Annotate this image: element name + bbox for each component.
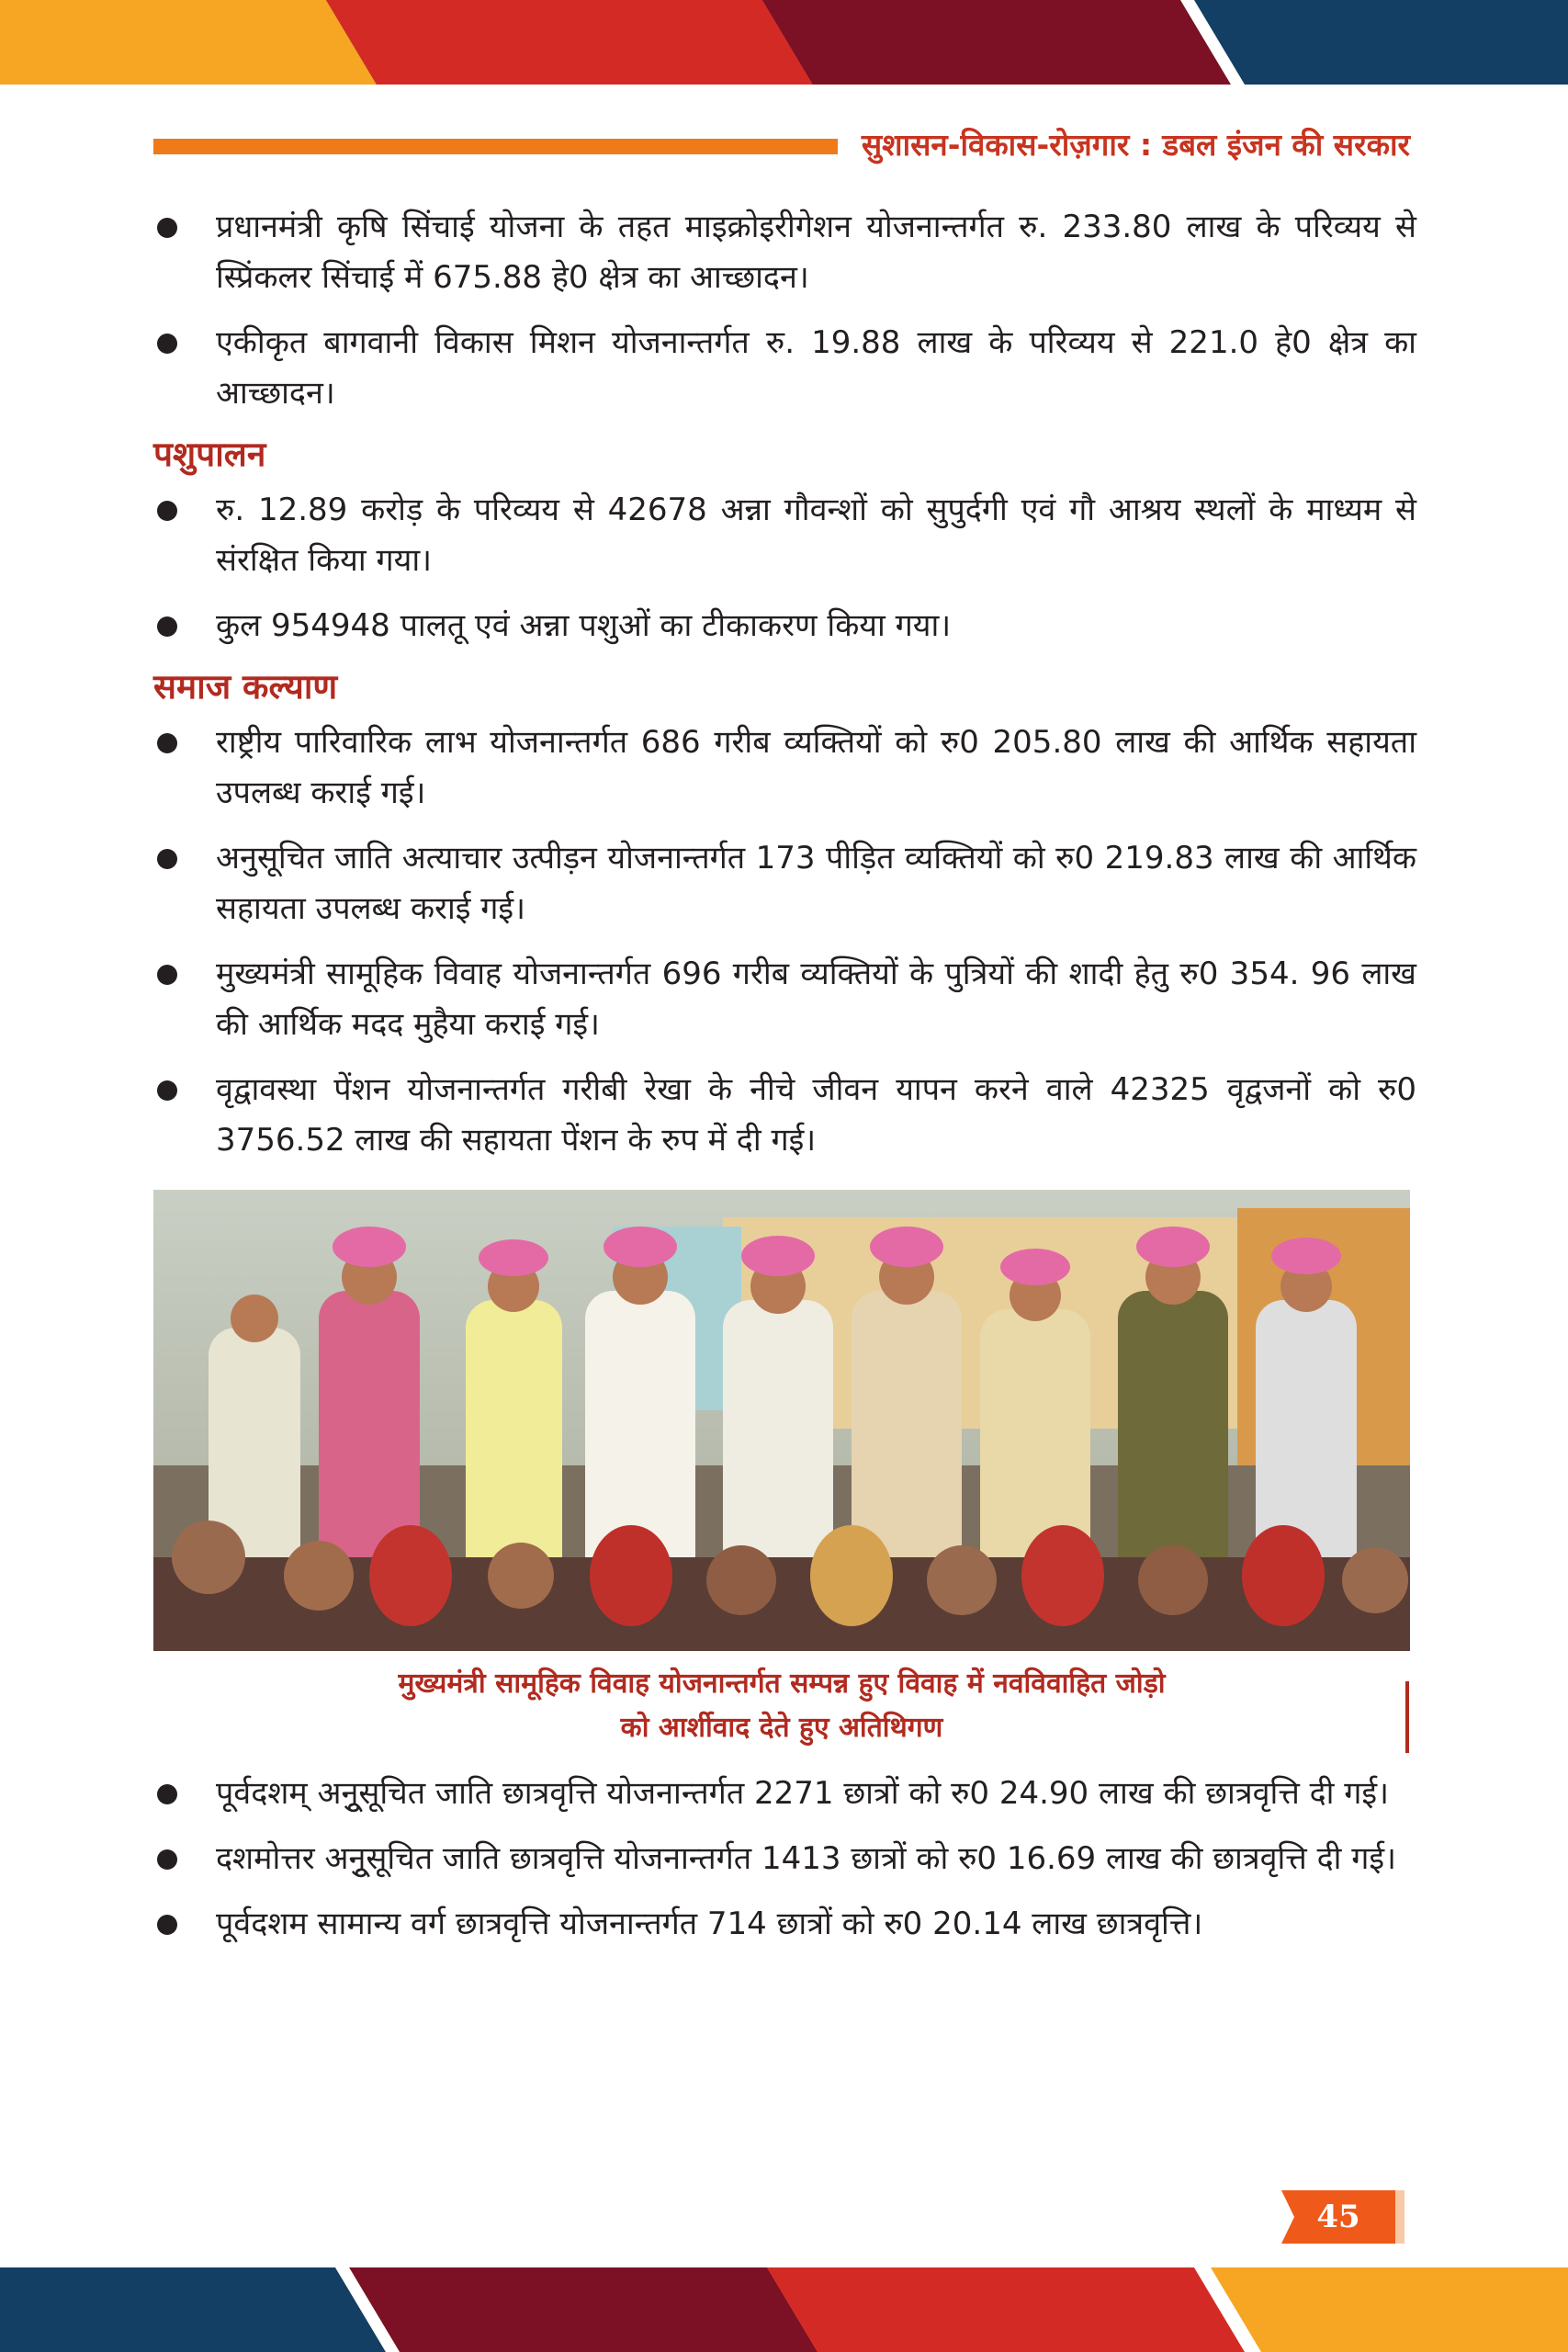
list-item: राष्ट्रीय पारिवारिक लाभ योजनान्तर्गत 686 गरीब व्यक्तियों को रु0 205.80 लाख की आर्थिक सहायता उपलब्ध कराई गई। bbox=[153, 718, 1416, 819]
list-item: पूर्वदशम् अनूुसूचित जाति छात्रवृत्ति योजनान्तर्गत 2271 छात्रों को रु0 24.90 लाख की छात्रवृत्ति दी गई। bbox=[153, 1769, 1416, 1819]
bullet-icon bbox=[157, 1915, 177, 1935]
list-item: अनुसूचित जाति अत्याचार उत्पीड़न योजनान्तर्गत 173 पीड़ित व्यक्तियों को रु0 219.83 लाख की आर्थिक सहायता उपलब्ध कराई गई। bbox=[153, 833, 1416, 934]
bullet-icon bbox=[157, 616, 177, 637]
list-item: रु. 12.89 करोड़ के परिव्यय से 42678 अन्ना गौवन्शों को सुपुर्दगी एवं गौ आश्रय स्थलों के माध्यम से संरक्षित किया गया। bbox=[153, 485, 1416, 586]
list-item: कुल 954948 पालतू एवं अन्ना पशुओं का टीकाकरण किया गया। bbox=[153, 601, 1416, 651]
page-content bbox=[153, 202, 1416, 1964]
top-decorative-band bbox=[0, 0, 1568, 85]
caption-accent-line bbox=[1405, 1681, 1409, 1753]
list-item: मुख्यमंत्री सामूहिक विवाह योजनान्तर्गत 696 गरीब व्यक्तियों के पुत्रियों की शादी हेतु रु0 354. 96 लाख की आर्थिक मदद मुहैया कराई गई। bbox=[153, 949, 1416, 1050]
scholarship-list bbox=[153, 1769, 1416, 1950]
bullet-icon bbox=[157, 1784, 177, 1804]
section-heading-pashupalan: पशुपालन bbox=[153, 435, 266, 474]
list-item: वृद्वावस्था पेंशन योजनान्तर्गत गरीबी रेखा के नीचे जीवन यापन करने वाले 42325 वृद्वजनों को रु0 3756.52 लाख की सहायता पेंशन के रुप में दी गई। bbox=[153, 1065, 1416, 1166]
list-item: दशमोत्तर अनूुसूचित जाति छात्रवृत्ति योजनान्तर्गत 1413 छात्रों को रु0 16.69 लाख की छात्रवृत्ति दी गई। bbox=[153, 1834, 1416, 1884]
bullet-icon bbox=[157, 849, 177, 869]
bullet-icon bbox=[157, 501, 177, 521]
bullet-icon bbox=[157, 218, 177, 238]
samaj-kalyan-list bbox=[153, 718, 1416, 1166]
list-item: एकीकृत बागवानी विकास मिशन योजनान्तर्गत रु. 19.88 लाख के परिव्यय से 221.0 हे0 क्षेत्र का आच्छादन। bbox=[153, 318, 1416, 419]
intro-list bbox=[153, 202, 1416, 419]
bullet-icon bbox=[157, 733, 177, 753]
bullet-icon bbox=[157, 965, 177, 985]
page-number-tab bbox=[1281, 2190, 1410, 2244]
list-item: प्रधानमंत्री कृषि सिंचाई योजना के तहत माइक्रोइरीगेशन योजनान्तर्गत रु. 233.80 लाख के परिव्यय से स्प्रिंकलर सिंचाई में 675.88 हे0 क्षेत्र का आच्छादन। bbox=[153, 202, 1416, 303]
wedding-ceremony-photo bbox=[153, 1190, 1410, 1651]
photo-caption-line: को आर्शीवाद देते हुए अतिथिगण bbox=[620, 1712, 943, 1744]
section-heading-samaj-kalyan: समाज कल्याण bbox=[153, 667, 338, 707]
bullet-icon bbox=[157, 334, 177, 354]
list-item: पूर्वदशम सामान्य वर्ग छात्रवृत्ति योजनान्तर्गत 714 छात्रों को रु0 20.14 लाख छात्रवृत्ति। bbox=[153, 1899, 1416, 1950]
bullet-icon bbox=[157, 1849, 177, 1870]
header-title: सुशासन-विकास-रोज़गार : डबल इंजन की सरकार bbox=[861, 127, 1410, 163]
bottom-decorative-band bbox=[0, 2267, 1568, 2352]
photo-caption bbox=[153, 1662, 1410, 1750]
header-accent-line bbox=[153, 139, 838, 154]
page-number: 45 bbox=[1316, 2199, 1360, 2235]
pashupalan-list bbox=[153, 485, 1416, 651]
photo-caption-line: मुख्यमंत्री सामूहिक विवाह योजनान्तर्गत सम्पन्न हुए विवाह में नवविवाहित जोड़ो bbox=[398, 1668, 1166, 1700]
bullet-icon bbox=[157, 1080, 177, 1101]
